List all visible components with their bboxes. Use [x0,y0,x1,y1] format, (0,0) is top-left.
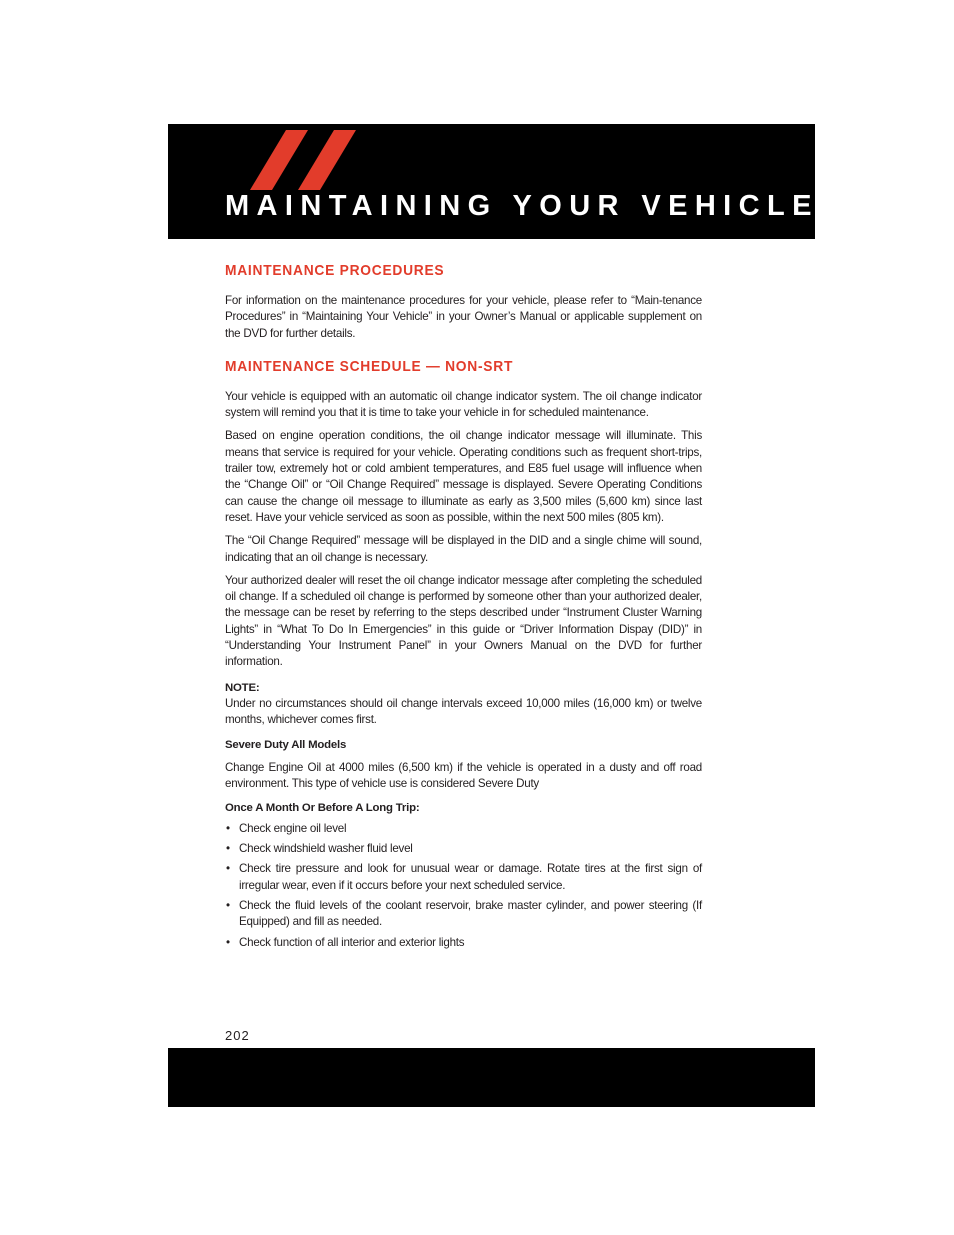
stripe-right [298,130,356,190]
list-item: • Check tire pressure and look for unusual wear or damage. Rotate tires at the first sign of irregular wear, even if it occurs before your next scheduled service. [225,861,702,894]
note-text: Under no circumstances should oil change intervals exceed 10,000 miles (16,000 km) or twelve months, whichever comes first. [225,696,702,727]
schedule-paragraph-4: Your authorized dealer will reset the oil change indicator message after completing the scheduled oil change. If a scheduled oil change is performed by someone other than your authorized dealer, the message can be reset by referring to the steps described under “Instrument Cluster Warning Lights” in “What To Do In Emergencies” in this guide or “Driver Information Dispay (DID)” in “Understanding Your Instrument Panel” in your Owners Manual on the DVD for further information. [225,573,702,669]
severe-duty-text: Change Engine Oil at 4000 miles (6,500 km) if the vehicle is operated in a dusty and off road environment. This type of vehicle use is considered Severe Duty [225,760,702,791]
page-content [225,262,702,955]
list-item: • Check windshield washer fluid level [225,841,702,857]
procedures-paragraph: For information on the maintenance procedures for your vehicle, please refer to “Main-tenance Procedures” in “Maintaining Your Vehicle” in your Owner’s Manual or applicable supplement on the DVD for further details. [225,294,702,340]
maintenance-procedures-heading: MAINTENANCE PROCEDURES [225,262,445,279]
schedule-paragraph-2: Based on engine operation conditions, the oil change indicator message will illuminate. This means that service is required for your vehicle. Operating conditions such as frequent short-trips, trailer tow, extremely hot or cold ambient temperatures, and E85 fuel usage will influence when the “Change Oil” or “Oil Change Required” message is displayed. Severe Operating Conditions can cause the change oil message to illuminate as early as 3,500 miles (5,600 km) since last reset. Have your vehicle serviced as soon as possible, within the next 500 miles (805 km). [225,429,702,524]
severe-duty-heading: Severe Duty All Models [225,738,347,751]
stripe-left [250,130,308,190]
chapter-header [168,124,819,239]
maintenance-schedule-heading: MAINTENANCE SCHEDULE — NON-SRT [225,357,514,375]
monthly-checklist [225,821,702,951]
note-label: NOTE: [225,681,260,694]
page-number: 202 [225,1028,250,1043]
list-item: • Check function of all interior and exterior lights [225,935,702,951]
schedule-paragraph-1: Your vehicle is equipped with an automatic oil change indicator system. The oil change indicator system will remind you that it is time to take your vehicle in for scheduled maintenance. [225,389,702,420]
footer-band [168,1048,815,1107]
chapter-title: MAINTAINING YOUR VEHICLE [225,190,819,222]
racing-stripes-logo [250,130,360,190]
list-item: • Check engine oil level [225,821,702,837]
schedule-paragraph-3: The “Oil Change Required” message will be displayed in the DID and a single chime will sound, indicating that an oil change is necessary. [225,534,702,564]
monthly-check-heading: Once A Month Or Before A Long Trip: [225,802,420,815]
list-item: • Check the fluid levels of the coolant reservoir, brake master cylinder, and power steering (If Equipped) and fill as needed. [225,898,702,931]
